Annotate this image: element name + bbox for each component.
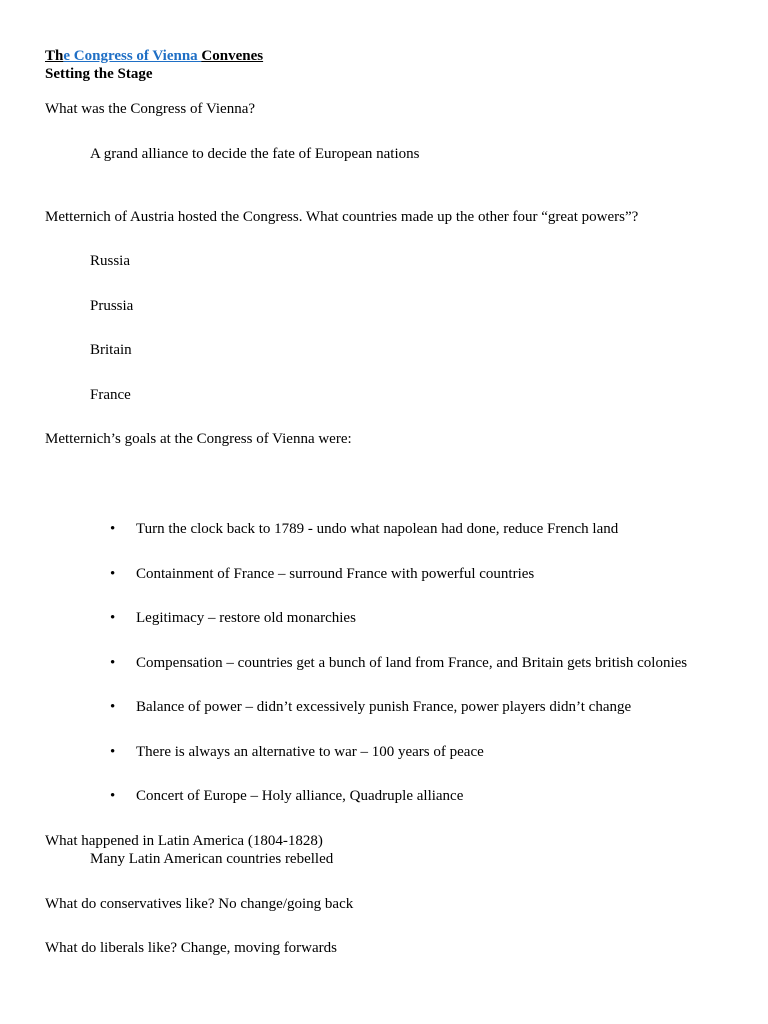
goal-text: There is always an alternative to war – 100 years of peace [136,744,484,760]
power-item: Prussia [90,298,134,314]
bullet-icon: • [110,521,116,537]
page-title [45,47,263,65]
question-6: What do liberals like? Change, moving forwards [45,940,338,956]
goal-text: Concert of Europe – Holy alliance, Quadruple alliance [136,788,464,804]
answer-1: A grand alliance to decide the fate of European nations [90,146,420,162]
bullet-icon: • [110,655,116,671]
title-part-1: Th [45,48,64,64]
bullet-icon: • [110,744,116,760]
question-3: Metternich’s goals at the Congress of Vienna were: [45,431,352,447]
goal-text: Compensation – countries get a bunch of land from France, and Britain gets british colonies [136,655,688,671]
question-4: What happened in Latin America (1804-1828) [45,833,323,849]
title-link[interactable]: e Congress of Vienna [63,48,202,64]
power-item: Russia [90,253,131,269]
answer-4: Many Latin American countries rebelled [90,851,334,867]
goal-list-item [110,654,687,672]
bullet-icon: • [110,610,116,626]
power-item: France [90,387,131,403]
goal-text: Legitimacy – restore old monarchies [136,610,356,626]
bullet-icon: • [110,566,116,582]
question-2: Metternich of Austria hosted the Congress. What countries made up the other four “great powers”? [45,209,639,225]
goal-list-item [110,698,631,716]
question-1: What was the Congress of Vienna? [45,101,256,117]
goal-list-item [110,787,463,805]
goal-list-item [110,565,534,583]
goal-list-item [110,743,484,761]
bullet-icon: • [110,699,116,715]
goal-text: Balance of power – didn’t excessively punish France, power players didn’t change [136,699,632,715]
goal-text: Turn the clock back to 1789 - undo what napolean had done, reduce French land [136,521,619,537]
title-part-3: Convenes [201,48,264,64]
goal-list-item [110,520,618,538]
goal-list-item [110,609,356,627]
question-5: What do conservatives like? No change/going back [45,896,354,912]
power-item: Britain [90,342,132,358]
bullet-icon: • [110,788,116,804]
section-subtitle: Setting the Stage [45,66,153,82]
goal-text: Containment of France – surround France with powerful countries [136,566,535,582]
